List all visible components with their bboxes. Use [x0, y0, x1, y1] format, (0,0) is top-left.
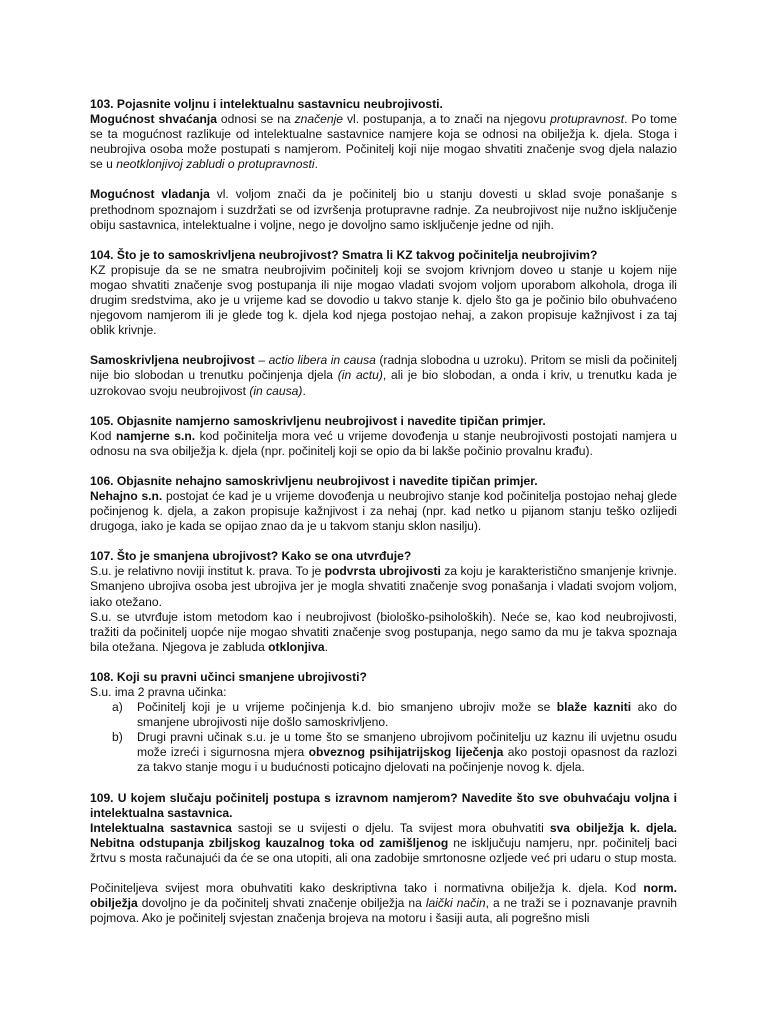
question-105-heading: 105. Objasnite namjerno samoskrivljenu neubrojivost i navedite tipičan primjer.	[90, 413, 546, 428]
q108-effects-list	[90, 700, 677, 775]
question-104-heading: 104. Što je to samoskrivljena neubrojivost? Smatra li KZ takvog počinitelja neubrojivim?	[90, 247, 598, 262]
q108-intro: S.u. ima 2 pravna učinka:	[90, 685, 227, 699]
q103-paragraph-2: Mogućnost vladanja vl. voljom znači da je počinitelj bio u stanju dovesti u sklad svoje ponašanje s prethodnom spoznajom i suzdržati se od izvršenja protupravne radnje. Za neubrojivost nije nužno isključenje obiju sastavnica, intelektualne i voljne, nego je dovoljno samo isključenje jedne od njih.	[90, 187, 678, 232]
q109-paragraph-2: Počiniteljeva svijest mora obuhvatiti kako deskriptivna tako i normativna obilježja k. djela. Kod norm. obilježja dovoljno je da počinitelj shvati značenje obilježja na laički način, a ne traži se i poznavanje pravnih pojmova. Ako je počinitelj svjestan značenja brojeva na motoru i šasiji auta, ali pogrešno misli	[90, 881, 677, 926]
question-109-heading: 109. U kojem slučaju počinitelj postupa s izravnom namjerom? Navedite što sve obuhvaćaju voljna i intelektualna sastavnica.	[90, 790, 677, 820]
q109-paragraph-1: Intelektualna sastavnica sastoji se u svijesti o djelu. Ta svijest mora obuhvatiti sva obilježja k. djela. Nebitna odstupanja zbiljskog kauzalnog toka od zamišljenog ne isključuju namjeru, npr. počinitelj baci žrtvu s mosta računajući da će se ona utopiti, ali ona zadobije smrtonosne ozljede već pri udaru o stup mosta.	[90, 820, 677, 865]
list-marker: a)	[112, 700, 123, 715]
q103-paragraph-1: Mogućnost shvaćanja odnosi se na značenje vl. postupanja, a to znači na njegovu protupravnost. Po tome se ta mogućnost razlikuje od intelektualne sastavnice namjere koja se odnosi na obilježja k. djela. Stoga i neubrojiva osoba može postupati s namjerom. Počinitelj koji nije mogao shvatiti značenje svog djela nalazio se u neotklonjivoj zabludi o protupravnosti.	[90, 112, 677, 172]
list-item: a) Počinitelj koji je u vrijeme počinjenja k.d. bio smanjeno ubrojiv može se blaže kazniti ako do smanjene ubrojivosti nije došlo samoskrivljeno.	[112, 700, 678, 730]
q104-paragraph-2: Samoskrivljena neubrojivost – actio libera in causa (radnja slobodna u uzroku). Pritom se misli da počinitelj nije bio slobodan u trenutku počinjenja djela (in actu), ali je bio slobodan, a onda i kriv, u trenutku kada je uzrokovao svoju neubrojivost (in causa).	[90, 353, 678, 398]
q107-paragraph-2: S.u. se utvrđuje istom metodom kao i neubrojivost (biološko-psiholoških). Neće se, kao kod neubrojivosti, tražiti da počinitelj uopće nije mogao shvatiti značenje svog postupanja, nego samo da mu je takva spoznaja bila otežana. Njegova je zabluda otklonjiva.	[90, 609, 677, 654]
question-106-heading: 106. Objasnite nehajno samoskrivljenu neubrojivost i navedite tipičan primjer.	[90, 473, 538, 488]
q104-paragraph-1: KZ propisuje da se ne smatra neubrojivim počinitelj koji se svojom krivnjom doveo u stanje u kojem nije mogao shvatiti značenje svog postupanja ili nije mogao vladati svojom voljom uporabom alkohola, droga ili drugim sredstvima, ako je u vrijeme kad se dovodio u takvo stanje k. djelo što ga je počinio bilo obuhvaćeno njegovom namjerom ili je glede tog k. djela kod njega postojao nehaj, a zakon propisuje kažnjivost i za taj oblik krivnje.	[90, 262, 677, 338]
q107-paragraph-1: S.u. je relativno noviji institut k. prava. To je podvrsta ubrojivosti za koju je karakteristično smanjenje krivnje. Smanjeno ubrojiva osoba jest ubrojiva jer je mogla shvatiti značenje svog ponašanja i vladati svojom voljom, iako otežano.	[90, 564, 677, 609]
list-item: b) Drugi pravni učinak s.u. je u tome što se smanjeno ubrojivom počinitelju uz kaznu ili uvjetnu osudu može izreći i sigurnosna mjera obveznog psihijatrijskog liječenja ako postoji opasnost da razlozi za takvo stanje mogu i u budućnosti poticajno djelovati na počinjenje novog k. djela.	[112, 730, 678, 775]
q105-paragraph-1: Kod namjerne s.n. kod počinitelja mora već u vrijeme dovođenja u stanje neubrojivosti postojati namjera u odnosu na sva obilježja k. djela (npr. počinitelj koji se opio da bi lakše počinio provalnu krađu).	[90, 428, 678, 458]
q106-paragraph-1: Nehajno s.n. postojat će kad je u vrijeme dovođenja u neubrojivo stanje kod počinitelja postojao nehaj glede počinjenog k. djela, a zakon propisuje kažnjivost i za nehaj (npr. kad netko u pijanom stanju teško ozlijedi drugoga, iako je kada se opijao znao da je u takvom stanju sklon nasilju).	[90, 488, 678, 534]
document-page	[90, 97, 677, 926]
question-108-heading: 108. Koji su pravni učinci smanjene ubrojivosti?	[90, 669, 367, 684]
question-103-heading: 103. Pojasnite voljnu i intelektualnu sastavnicu neubrojivosti.	[90, 97, 443, 111]
list-marker: b)	[112, 730, 123, 745]
question-107-heading: 107. Što je smanjena ubrojivost? Kako se ona utvrđuje?	[90, 549, 412, 564]
